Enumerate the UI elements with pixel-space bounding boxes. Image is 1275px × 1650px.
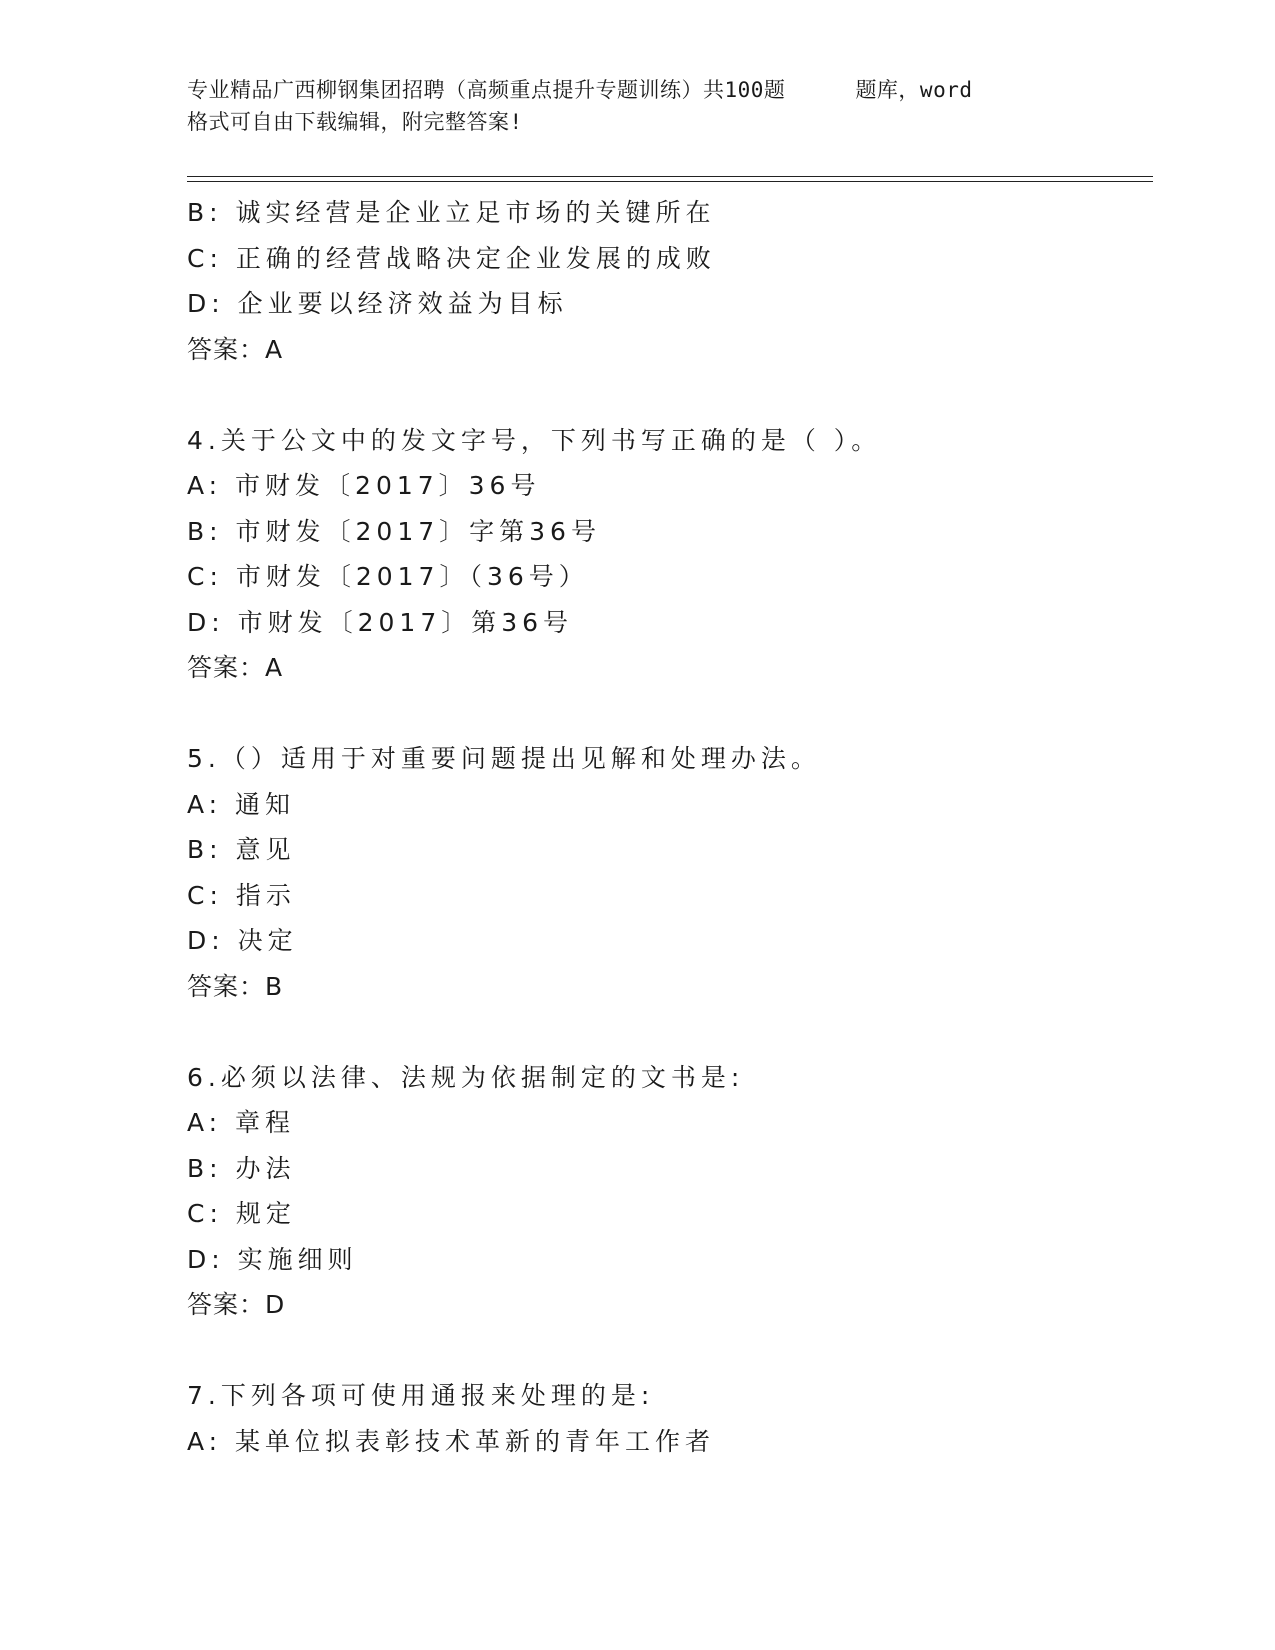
q6-option-c: C: 规定 — [187, 1199, 296, 1228]
document-header — [187, 74, 1087, 138]
q6-stem: 6.必须以法律、法规为依据制定的文书是: — [187, 1062, 745, 1092]
header-title: 专业精品广西柳钢集团招聘（高频重点提升专题训练）共100题 — [187, 78, 786, 102]
q4-answer: 答案：A — [187, 653, 284, 682]
q4-option-c: C: 市财发〔2017〕（36号） — [187, 562, 589, 591]
q7-option-a: A: 某单位拟表彰技术革新的青年工作者 — [187, 1426, 716, 1456]
q3-option-b: B: 诚实经营是企业立足市场的关键所在 — [187, 198, 716, 227]
q4-stem: 4.关于公文中的发文字号，下列书写正确的是（ ）。 — [187, 425, 882, 455]
q5-option-d: D: 决定 — [187, 926, 298, 955]
header-divider-bottom — [187, 181, 1153, 182]
q6-option-b: B: 办法 — [187, 1153, 296, 1183]
q7-stem: 7.下列各项可使用通报来处理的是: — [187, 1381, 655, 1410]
q6-option-a: A: 章程 — [187, 1108, 296, 1137]
header-line-1 — [187, 74, 1087, 106]
q3-option-c: C: 正确的经营战略决定企业发展的成败 — [187, 243, 716, 273]
q5-stem: 5.（）适用于对重要问题提出见解和处理办法。 — [187, 744, 821, 773]
q4-option-d: D: 市财发〔2017〕第36号 — [187, 607, 574, 637]
q5-option-c: C: 指示 — [187, 880, 296, 910]
q4-option-b: B: 市财发〔2017〕字第36号 — [187, 516, 601, 546]
q5-option-a: A: 通知 — [187, 789, 296, 819]
q3-answer: 答案：A — [187, 334, 284, 364]
q3-option-d: D: 企业要以经济效益为目标 — [187, 289, 568, 318]
question-list — [187, 190, 1147, 1464]
q4-option-a: A: 市财发〔2017〕36号 — [187, 471, 541, 500]
q6-option-d: D: 实施细则 — [187, 1244, 358, 1274]
header-line-2: 格式可自由下载编辑，附完整答案! — [187, 110, 523, 134]
q5-answer: 答案：B — [187, 971, 284, 1001]
header-title-suffix: 题库，word — [855, 78, 973, 102]
q6-answer: 答案：D — [187, 1290, 286, 1319]
q5-option-b: B: 意见 — [187, 835, 296, 864]
header-divider-top — [187, 176, 1153, 177]
